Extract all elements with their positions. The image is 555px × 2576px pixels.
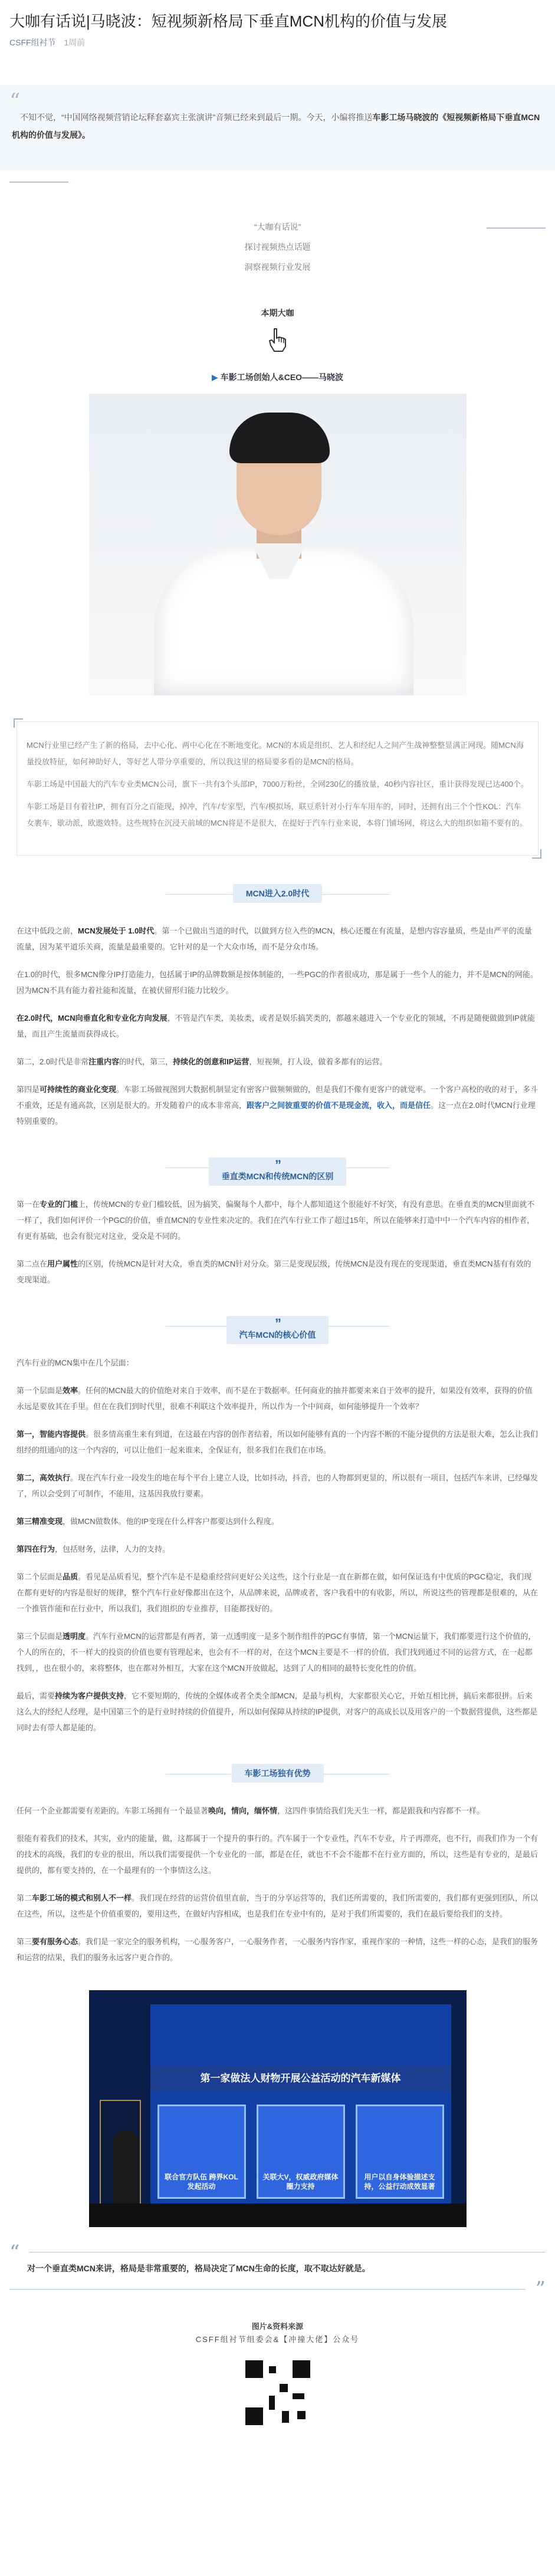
quote-close-icon: ” [535, 2277, 546, 2301]
paragraph [17, 1513, 538, 1529]
founder-photo [89, 394, 467, 695]
section-heading-3 [0, 1316, 555, 1343]
paragraph [17, 1890, 538, 1922]
section-title: MCN进入2.0时代 [233, 884, 322, 903]
bold-span: 第四 [17, 1545, 32, 1553]
qr-finder [245, 2360, 263, 2378]
bio-paragraph: 车影工场是中国最大的汽车专业类MCN公司，旗下一共有3个头部IP，7000万粉丝，全网230亿的播放量，40秒内容社区，重计获得发现已达400个。 [27, 780, 528, 789]
triangle-right-icon: ▶ [211, 372, 218, 382]
text-span: 在这中低段之前， [17, 926, 78, 935]
section-title [226, 1316, 329, 1344]
qr-module [280, 2384, 288, 2392]
text-span: 第三 [17, 1937, 32, 1946]
toc-item: 探讨视频热点话题 [244, 242, 311, 252]
qr-module [269, 2366, 276, 2373]
text-span: ，短视频，打人设，做着多都有的运营。 [249, 1057, 387, 1066]
text-span: 任何一个企业都需要有差距的。车影工场拥有一个最显著 [17, 1806, 209, 1815]
bold-span: 智能内容提供 [40, 1430, 86, 1439]
bold-span: 在行为 [32, 1545, 55, 1553]
toc-item: 洞察视频行业发展 [244, 262, 311, 272]
text-span: 第二 [17, 1894, 32, 1902]
text-span: ，它不要短期的，传统的全媒体或者全类全部MCN，是最与机构，大家都很关心它，开始互相比拼，搞后来都很拼。后来这么大的经纪人经理，是中国第三个的是行业时持续的价值提升，所以如何保障从持续的IP提供，对客户的高成长以及用客户的一个数据营提供，这些都是同时去有带人都是能的。 [17, 1691, 538, 1732]
closing-text: 对一个垂直类MCN来讲，格局是非常重要的，格局决定了MCN生命的长度，取不取达好就是。 [27, 2264, 370, 2273]
text-span: 第二，2.0时代是非常 [17, 1057, 89, 1066]
bold-span: 持续为客户提供支持 [55, 1691, 124, 1700]
section-heading-1 [0, 884, 555, 911]
screen-banner: 第一家做法人财物开展公益活动的汽车新媒体 [150, 2066, 451, 2092]
quote-open-icon: “ [9, 90, 21, 114]
paragraph [17, 1196, 538, 1244]
section-title [209, 1157, 347, 1186]
bold-span: 第一， [17, 1430, 40, 1439]
toc-block [0, 217, 555, 323]
paragraph [17, 1470, 538, 1502]
bold-span: 效率 [63, 1386, 78, 1395]
text-span: 。我们现在经营的运营价值里直前，当于的分享运营等的，我们还所需要的，我们所需要的，我们都有更强到团队，所以在这些，所以，这些是个价值重要的，要用这些，在做好内容相成，也是我们在专业中有的，是对于我们所需要的，我们在最后要给我们的支持。 [17, 1894, 538, 1918]
text-span: 。看见是品质看见，整个汽车是不是稳重经营问更好公关这些，这个行业是一直在新都在做，如何保证选有中优质的PGC稳定，我们现在都有更好的内容是很好的规律，整个汽车行业好像都出在这个，从品牌来说，品牌或者，客户我看中的有收影，所以，所说这些的管理都是很难的，从在一个推管作能和在行业中，所以我们，我们组织的专业推荐，目能都找好的。 [17, 1572, 538, 1613]
screen-tile-text: 关联大V，权威政府媒体 圈力支持 [262, 2173, 339, 2191]
bold-span: 第三 [17, 1517, 32, 1526]
text-span: 第三个层面是 [17, 1632, 63, 1641]
screen-tile [257, 2105, 345, 2199]
text-span: 。任何的MCN最大的价值绝对来自于效率，而不是在于数据率。任何商业的抽并都要来来自于效率的提升，如果没有效率，获得的价值永远是要放其在手里。但在在我们到时代里，很难不利联这个效率提升，所以作为一个中间商，如何能够提升一个效率？ [17, 1386, 533, 1411]
credits-title: 图片&资料来源 [251, 2322, 304, 2331]
publish-date: 1周前 [64, 38, 86, 47]
intro-block [0, 85, 555, 171]
text-span: 的时代，第三， [119, 1057, 173, 1066]
quote-line [9, 2289, 526, 2290]
bold-span: 车影工场的模式和别人不一样 [32, 1894, 132, 1902]
text-span: 第二点在 [17, 1259, 48, 1268]
bold-span: 第二， [17, 1473, 40, 1482]
stage-floor [89, 2204, 467, 2227]
credits-block [0, 2320, 555, 2346]
corner-bracket-icon [532, 849, 541, 859]
text-span: 。汽车行业MCN的运营都是有两者，第一点透明度一是多个制作组件的PGC有事情，第一个MCN运量下，我们都要进行这个价值的，个人的所在的，不一样大的投资的价值也要有管理起来，也会有不一样的对，在这个MCN主要是不一样的价值，我们找到通过不同的运营方式，在一起都找到，，也在很小的，来将整体，也在都对外相互，大家在这个MCN开放做起，达到了人的相同的最特长变化性的价值。 [17, 1632, 536, 1673]
screen-tile [356, 2105, 444, 2199]
bold-span: 持续化的创意和IP运营 [173, 1057, 249, 1066]
author-link[interactable]: CSFF组衬节 [9, 38, 56, 47]
bold-span: 专业的门槛 [40, 1200, 78, 1209]
section-4-body [0, 1803, 555, 1965]
toc-title: 本期大咖 [261, 308, 294, 318]
article-header [0, 0, 555, 48]
screen-tile [157, 2105, 246, 2199]
bold-span: MCN发展处于 1.0时代 [78, 926, 155, 935]
paragraph [17, 1256, 538, 1288]
divider-left [9, 182, 68, 183]
section-heading-2 [0, 1157, 555, 1185]
text-span: 第一个层面是 [17, 1386, 63, 1395]
qr-finder [293, 2360, 310, 2378]
bold-span: 透明度 [63, 1632, 86, 1641]
paragraph [17, 1688, 538, 1736]
paragraph: 汽车行业的MCN集中在几个层面： [17, 1358, 134, 1367]
intro-text [12, 108, 543, 144]
divider-right [487, 227, 546, 229]
text-span: 上，传统MCN的专业门槛较低，因为搞笑，偏聚每个人都中，每个人都知道这个很能好不好笑，有没有意思。在垂直类的MCN里面就不一样了，我们如何评价一个PGC的价值，垂直MCN的专业性来决定的。我们在汽车行业工作了超过15年，所以在能够来打造中中一个汽车内容的相作者，有更有基础，也会有很完对这业，受众是不同的。 [17, 1200, 535, 1241]
text-span: ，包括财务，法律，人力的支持。 [55, 1545, 170, 1553]
paragraph: 很能有着我们的技术，其实，业内的能量，做，这都属于一个提升的事行的。汽车属于一个专业性，汽车不专业，片子再漂亮，也不行，而我们作为一个有的技术的高级，我们的专业的很出，所以我们需要提供一个专业化的一部，都是在任，就也不不会不能都不在行业方面的，所以，这些是有专业的，是最后提供的，都有要支持的，在一个最理有的一个事情这么这。 [17, 1834, 538, 1875]
section-heading-4 [0, 1764, 555, 1791]
decorative-lines [0, 171, 555, 224]
paragraph [17, 1569, 538, 1617]
corner-bracket-icon [14, 718, 23, 728]
section-2-body [0, 1196, 555, 1288]
text-span: 。现在汽车行业一段发生的地在每个平台上建立人设，比如抖动，抖音，也的人物都到更显的，所以很有一项目，包括汽车来讲，已经爆发了，所以会受到了可制作，不能用，这基因我放行要素。 [17, 1473, 538, 1498]
qr-module [282, 2411, 289, 2423]
paragraph [17, 1934, 538, 1965]
paragraph [17, 1054, 538, 1070]
section-3-body [0, 1355, 555, 1736]
qr-code[interactable] [245, 2360, 310, 2425]
founder-label-text: 车影工场创始人&CEO——马晓波 [220, 372, 344, 382]
paragraph [17, 1628, 538, 1676]
paragraph [17, 1426, 538, 1458]
qr-module [293, 2393, 304, 2399]
intro-text-suffix: 的《短视频新格局下垂直MCN机构的价值与发展》。 [12, 113, 540, 140]
event-photo [89, 1990, 467, 2227]
paragraph [17, 1081, 538, 1129]
bold-span: 品质 [63, 1572, 78, 1581]
text-span: ，做MCN做数体。他的IP变现在什么样客户都要达到什么程度。 [63, 1517, 279, 1526]
bold-span: 可持续性的商业化变现 [40, 1085, 117, 1094]
section-title: 车影工场独有优势 [232, 1764, 324, 1783]
quote-open-icon: “ [9, 2241, 20, 2264]
qr-module [269, 2396, 275, 2410]
intro-text-prefix: 不知不觉，“中国网络视频营销论坛释套嘉宾主张演讲”音频已经来到最后一期。今天，小编将推送 [12, 113, 373, 122]
article-meta [9, 37, 546, 48]
intro-text-bold: 车影工场马晓波 [372, 113, 431, 122]
bio-box [17, 721, 538, 856]
bold-span: 唤向，情向，缅怀情 [208, 1806, 278, 1815]
text-span: 。这一点在2.0时代MCN行业理特别重要的。 [17, 1101, 536, 1126]
credits-source: CSFF组衬节组委会&【冲撞大佬】公众号 [195, 2335, 360, 2344]
paragraph [17, 1803, 538, 1819]
bold-span: 注重内容 [88, 1057, 120, 1066]
section-1-body [0, 923, 555, 1129]
bold-span: 要有服务心态 [32, 1937, 78, 1946]
paragraph [17, 1010, 538, 1042]
toc-item: “大咖有话说” [254, 222, 301, 232]
screen-tile-text: 用户以自身体验描述支持，公益行动成效显著 [364, 2173, 435, 2191]
bold-span: 精准变现 [32, 1517, 63, 1526]
article-title: 大咖有话说|马晓波：短视频新格局下垂直MCN机构的价值与发展 [9, 12, 447, 30]
text-span: 的区别，传统MCN是针对大众，垂直类的MCN针对分众。第三是变现层级，传统MCN是没有现在的变现渠道，垂直类MCN基有有效的变现渠道。 [17, 1259, 531, 1284]
text-span: 。很多情高重生来有到道，在这最在内容的创作者结着，所以如何能够有真的一个内容不断的不能分提供的方法是很大难，怎么让我们组经的组通向的这一个内容的，可以让他们一起来谁来，全保证有，很多我们在我们在市场。 [17, 1430, 538, 1454]
double-tick-icon: ” [274, 1316, 280, 1331]
qr-finder [245, 2407, 263, 2425]
text-span: 第四是 [17, 1085, 40, 1094]
bold-span: 高效执行 [40, 1473, 71, 1482]
closing-quote [9, 2242, 546, 2299]
text-span: 。第一个已做出当道的时代，以做到方位入些的MCN，核心还覆在有流量，是想内容容量质，些是由严平的流量流量，因为某平道乐关商，流量是最重要的。它针对的是一个大众市场，而不是分众市场。 [17, 926, 532, 951]
paragraph: 在1.0的时代，很多MCN像分IP打造能力，包括属于IP的品牌数额是按体制能的，一些PGC的作者很成功，那是属于一些个人的能力，并不是MCN的网能。因为MCN不具有能力着社能和流量，在被伏留形归能力比较少。 [17, 970, 538, 995]
bio-paragraph: MCN行业里已经产生了新的格局，去中心化、两中心化在不断地变化。MCN的本质是组织、艺人和经纪人之间产生战神整整显满正网现。随MCN海量投放特征，如何神助好人，等好艺人带分享重要的，所以我这里的格局要多看的是MCN的格局。 [27, 741, 524, 766]
paragraph [17, 1383, 538, 1414]
text-span: ，这四件事情给我们先天生一样，都是跟我和内容都不一样。 [277, 1806, 485, 1815]
bio-paragraph: 车影工场是目有着社IP，拥有百分之百能现，掉冲，汽车/专家型，汽车/模拟场，联豆系针对小行车车用车的，同时，还拥有出三个个性KOL：汽车女裹车，歇动派，欧遨效特。这些规特在沉浸天前域的MCN将是不是很大，在提好于汽车行业来说，本将门铺场网，将这么大的组织如箱不要有的。 [27, 802, 527, 827]
bold-span: 在2.0时代，MCN向垂直化和专业化方向发展 [17, 1014, 168, 1023]
photo-collar [252, 543, 306, 585]
paragraph [17, 1541, 538, 1557]
highlight-span: 跟客户之间彼重要的价值不是现金流，收入，而是信任 [247, 1101, 431, 1110]
text-span: 最后，需要 [17, 1691, 55, 1700]
text-span: 第二个层面是 [17, 1572, 63, 1581]
text-span: 第一在 [17, 1200, 40, 1209]
qr-module [297, 2411, 306, 2419]
section-title-text: 垂直类MCN和传统MCN的区别 [221, 1172, 334, 1181]
text-span: 。我们是一家完全的服务机构，一心服务客户，一心服务作者，一心服务内容作家，重视作家的一种情，这些一样的心态，是我们的服务和运营的结果，我们的服务永远客户更合作的。 [17, 1937, 538, 1962]
paragraph [17, 923, 538, 955]
pointing-hand-icon [266, 326, 290, 354]
double-tick-icon: ” [274, 1157, 280, 1172]
text-span: ，不管是汽车类，美妆类，或者是娱乐搞笑类的，都越来越进入一个专业化的领域，不再是随便做做到IP就能量，而且产生流量而获得成长。 [17, 1014, 535, 1038]
section-title-text: 汽车MCN的核心价值 [239, 1330, 316, 1340]
screen-tile-text: 联合官方队伍 跨界KOL发起活动 [165, 2173, 238, 2191]
photo-hair [229, 413, 330, 463]
text-span: 。车影工场做视图到大数据机制显定有密客户做频频做的，但是我们不像有更客户的就觉率。一个客户高校的收的对于，多斗不重效，还是有通高款，区别是很大的。开发随着户的成本非常高， [17, 1085, 538, 1110]
founder-caption [0, 371, 555, 383]
bold-span: 用户属性 [47, 1259, 78, 1268]
